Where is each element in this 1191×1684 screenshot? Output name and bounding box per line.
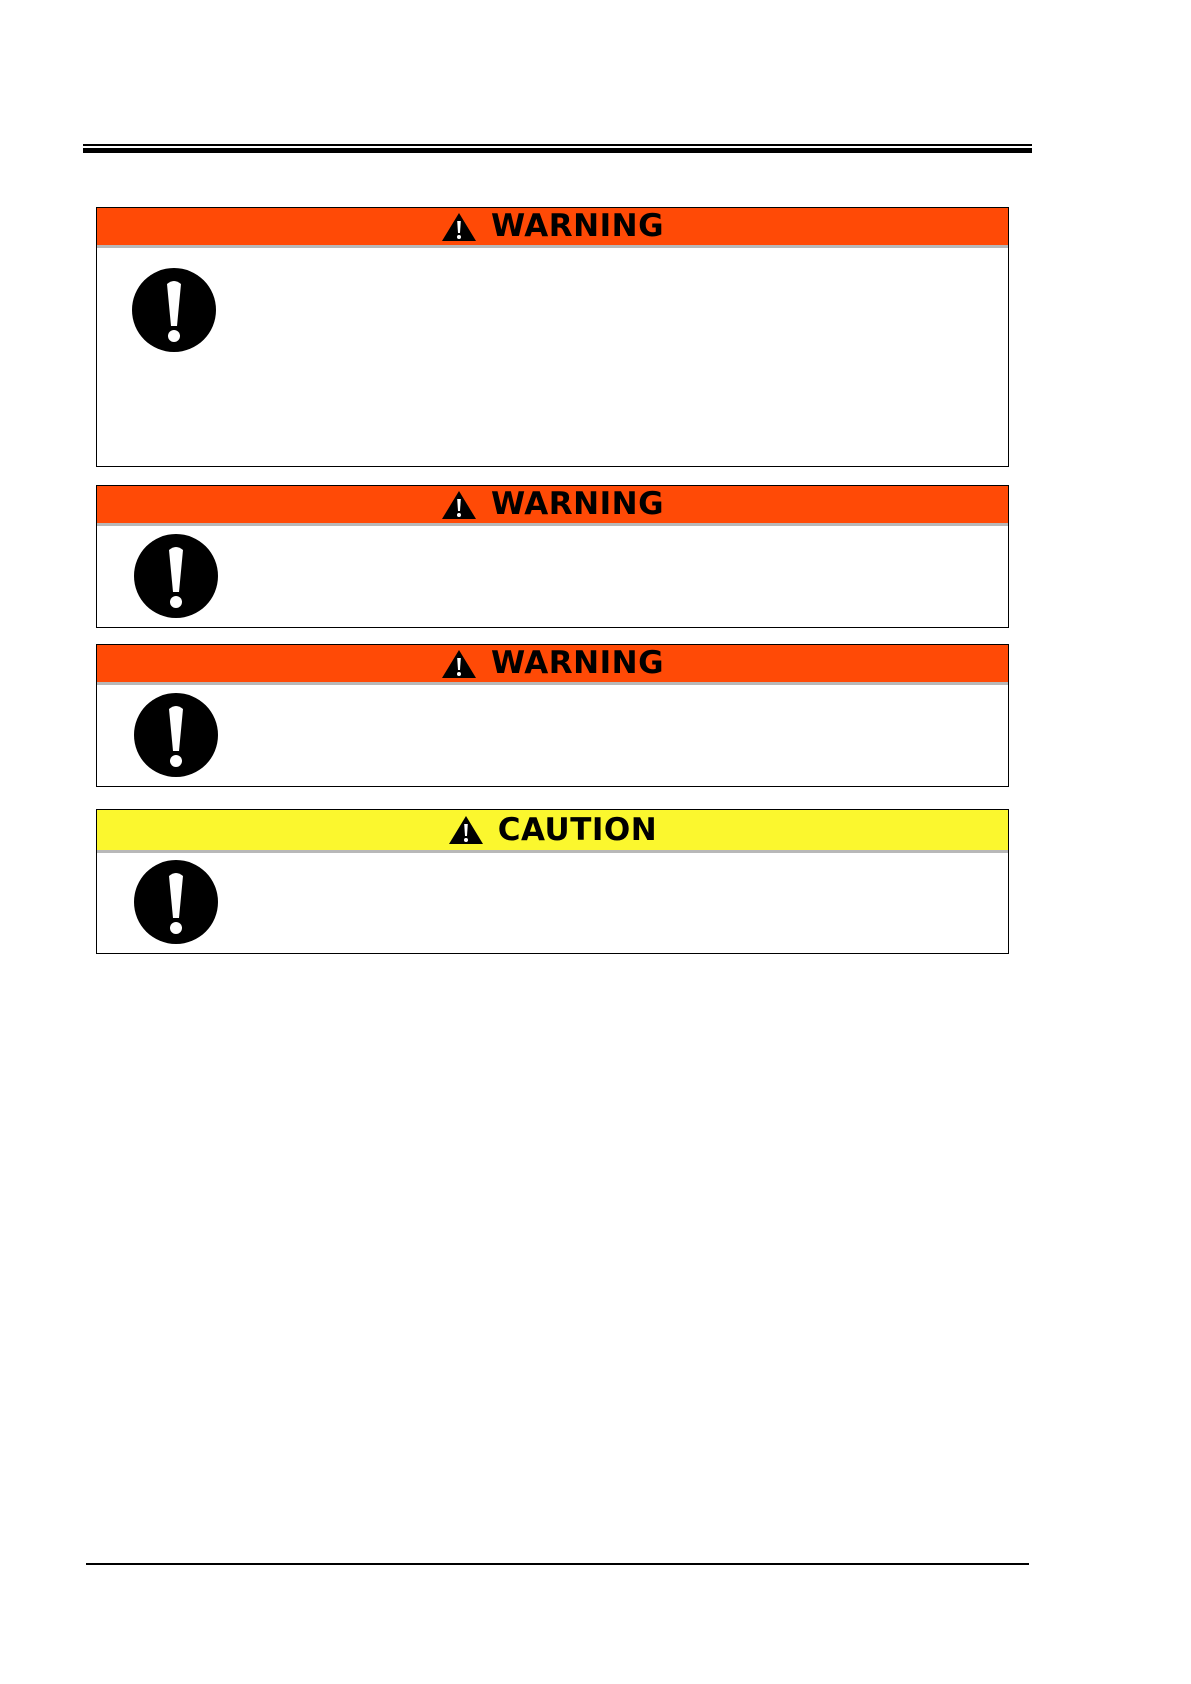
warning-panel-header xyxy=(97,208,1008,248)
header-rule-thin xyxy=(83,144,1032,146)
warning-panel-2 xyxy=(96,485,1009,628)
footer-rule xyxy=(86,1563,1029,1565)
mandatory-action-icon xyxy=(134,693,218,777)
warning-panel-body xyxy=(97,526,1008,627)
warning-panel-header xyxy=(97,645,1008,685)
mandatory-action-icon xyxy=(134,860,218,944)
caution-panel-body xyxy=(97,853,1008,953)
warning-panel-body xyxy=(97,248,1008,466)
warning-triangle-icon xyxy=(448,815,484,845)
warning-triangle-icon xyxy=(441,490,477,520)
caution-panel-header xyxy=(97,810,1008,853)
warning-triangle-icon xyxy=(441,212,477,242)
warning-panel-1 xyxy=(96,207,1009,467)
warning-panel-3 xyxy=(96,644,1009,787)
panel-title: WARNING xyxy=(490,645,665,681)
warning-triangle-icon xyxy=(441,649,477,679)
panel-title: WARNING xyxy=(490,208,665,244)
mandatory-action-icon xyxy=(132,268,216,352)
panel-title: CAUTION xyxy=(497,811,658,848)
caution-panel xyxy=(96,809,1009,954)
header-rule-thick xyxy=(83,148,1032,153)
mandatory-action-icon xyxy=(134,534,218,618)
warning-panel-header xyxy=(97,486,1008,526)
warning-panel-body xyxy=(97,685,1008,786)
panel-title: WARNING xyxy=(490,486,665,522)
